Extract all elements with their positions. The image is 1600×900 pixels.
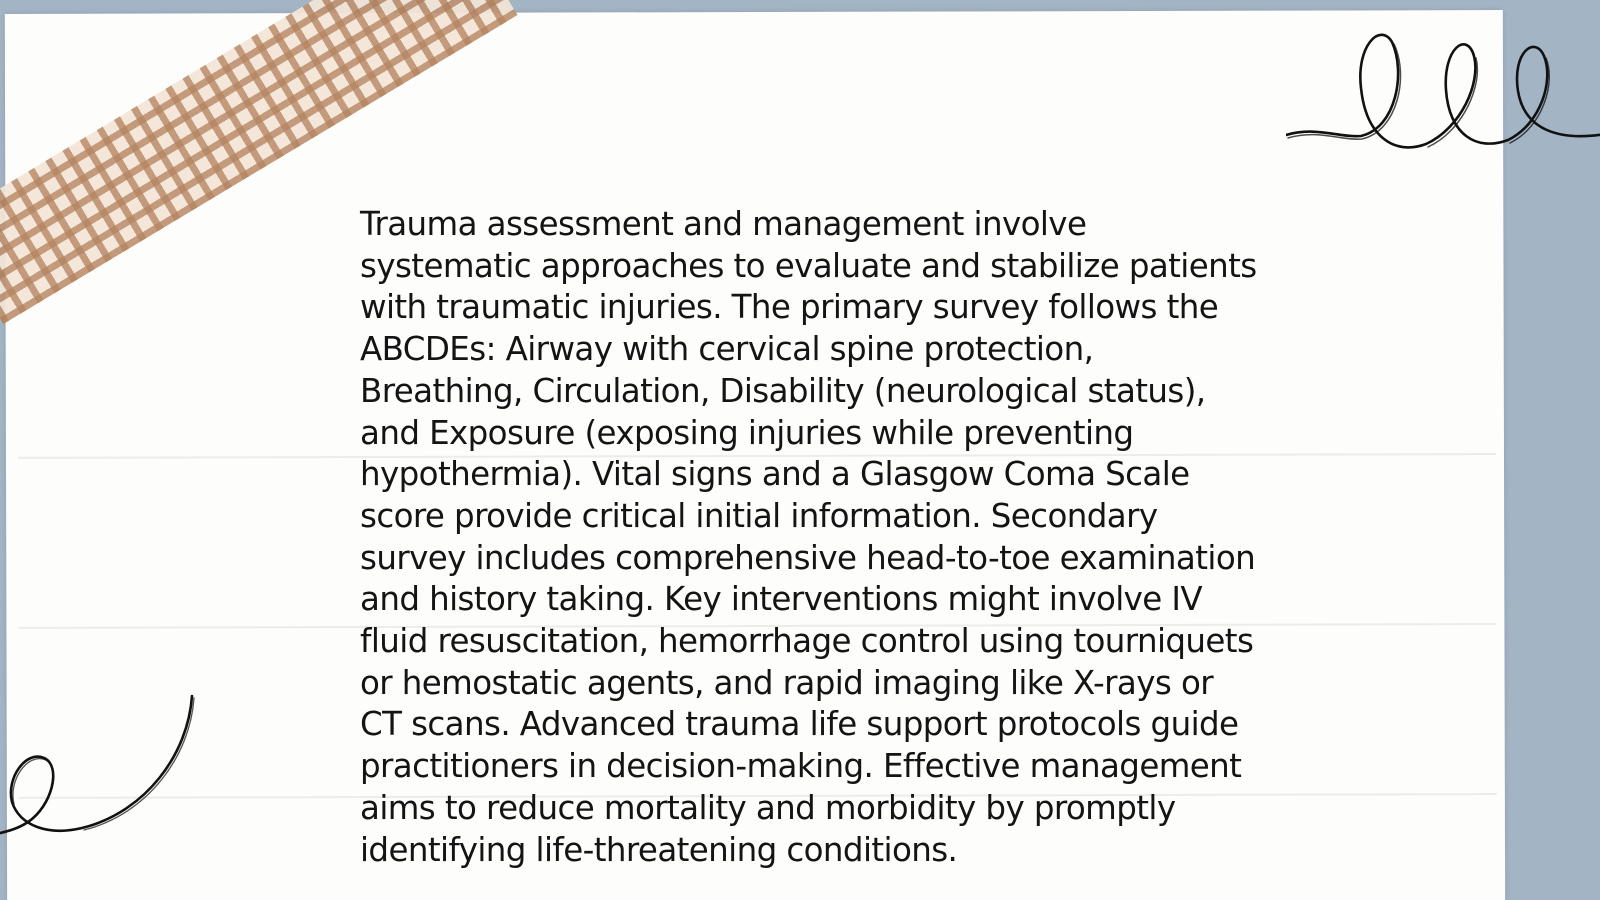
swirl-scribble-icon [0, 694, 206, 854]
slide-body-text: Trauma assessment and management involve systematic approaches to evaluate and stabilize patients with traumatic injuries. The primary survey follows the ABCDEs: Airway with cervical spine protection, Breathing, Circulation, Disability (neurological status), and Exposure (exposing injuries while preventing hypothermia). Vital signs and a Glasgow Coma Scale score provide critical initial information. Secondary survey includes comprehensive head-to-toe examination and history taking. Key interventions might involve IV fluid resuscitation, hemorrhage control using tourniquets or hemostatic agents, and rapid imaging like X-rays or CT scans. Advanced trauma life support protocols guide practitioners in decision-making. Effective management aims to reduce mortality and morbidity by promptly identifying life-threatening conditions. [360, 205, 1257, 869]
loopy-scribble-icon [1286, 28, 1600, 168]
